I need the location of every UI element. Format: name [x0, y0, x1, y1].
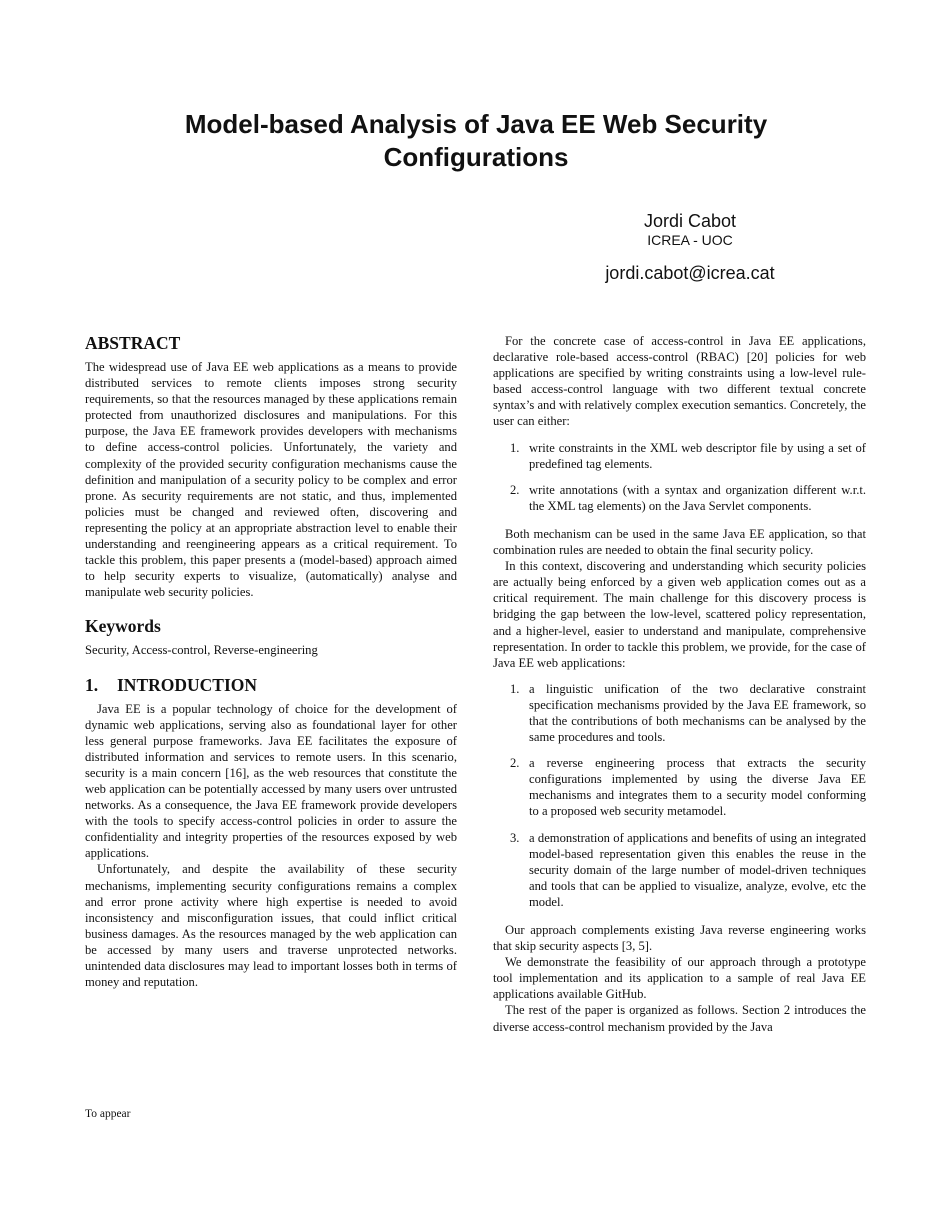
- list-item: [493, 681, 866, 745]
- syntax-list: [493, 440, 866, 514]
- list-marker: 2.: [510, 756, 520, 771]
- abstract-text: The widespread use of Java EE web applications as a means to provide distributed services to remote clients imposes strong security requirements, so that the resources managed by these applications remain protected from unauthorized disclosures and manipulations. For this purpose, the Java EE framework provides developers with mechanisms to define access-control policies. Unfortunately, the variety and complexity of the provided security configuration mechanisms cause the definition and manipulation of a security policy to be complex and error prone. As security requirements are not static, and thus, implemented policies must be changed and reviewed often, discovering and representing the policy at an appropriate abstraction level to enable their understanding and reengineering appears as a critical requirement. To tackle this problem, this paper presents a (model-based) approach aimed to help security experts to visualize, (automatically) analyse and manipulate web security policies.: [85, 360, 457, 600]
- paper-title: Model-based Analysis of Java EE Web Security Configurations: [184, 109, 768, 172]
- list-item-text: write constraints in the XML web descriptor file by using a set of predefined tag elements.: [529, 440, 866, 471]
- list-item: [493, 755, 866, 819]
- author-email: jordi.cabot@icrea.cat: [605, 263, 775, 283]
- intro-paragraph-1: Java EE is a popular technology of choice for the development of dynamic web applications, serving also as foundational layer for other less general purpose frameworks. Java EE facilitates the exposure of distributed information and services to remote users. In this scenario, security is a main concern [16], as the web resources that constitute the web application can be potentially accessed by many users over untrusted networks. As a consequence, the Java EE framework provide developers with the tools to specify access-control policies in order to assure the confidentiality and integrity properties of the resources exposed by web applications.: [85, 701, 457, 861]
- abstract-heading: ABSTRACT: [85, 333, 181, 353]
- intro-paragraph-5: In this context, discovering and understanding which security policies are actually being enforced by a given web application comes out as a critical requirement. The main challenge for this discovery process is bridging the gap between the low-level, scattered policy representation, and a higher-level, easier to understand and manipulate, comprehensive representation. In order to tackle this problem, we provide, for the case of Java EE web applications:: [493, 559, 866, 670]
- list-item: [493, 830, 866, 910]
- introduction-heading: [85, 675, 457, 695]
- keywords-heading: Keywords: [85, 616, 161, 637]
- list-item-text: a demonstration of applications and benefits of using an integrated model-based representation given this enables the reuse in the security domain of the large number of model-driven techniques and tools that can be applied to visualize, analyze, evolve, etc the model.: [529, 830, 866, 909]
- section-title: INTRODUCTION: [117, 674, 258, 695]
- author-block: [560, 210, 820, 284]
- list-marker: 2.: [510, 482, 520, 497]
- list-item: [493, 440, 866, 472]
- intro-paragraph-7: We demonstrate the feasibility of our approach through a prototype tool implementation and its application to a sample of real Java EE applications available GitHub.: [493, 955, 866, 1002]
- list-marker: 1.: [510, 440, 520, 455]
- intro-paragraph-6: Our approach complements existing Java reverse engineering works that skip security aspects [3, 5].: [493, 923, 866, 954]
- author-affiliation: ICREA - UOC: [647, 232, 733, 248]
- list-marker: 1.: [510, 681, 520, 696]
- list-item-text: a reverse engineering process that extracts the security configurations implemented by using the diverse Java EE mechanisms and integrates them to a security model conforming to a proposed web security metamodel.: [529, 756, 866, 819]
- intro-paragraph-3: For the concrete case of access-control in Java EE applications, declarative role-based access-control (RBAC) [20] policies for web applications are specified by writing constraints using a low-level rule-based access-control language with two different textual concrete syntax’s and with relatively complex execution semantics. Concretely, the user can either:: [493, 334, 866, 429]
- contributions-list: [493, 681, 866, 910]
- author-name: Jordi Cabot: [643, 211, 737, 231]
- list-item-text: a linguistic unification of the two declarative constraint specification mechanisms provided by the Java EE framework, so that the contributions of both mechanisms can be analysed by the same procedures and tools.: [529, 681, 866, 745]
- footer-note: To appear: [85, 1108, 131, 1120]
- intro-paragraph-8: The rest of the paper is organized as follows. Section 2 introduces the diverse access-control mechanism provided by the Java: [493, 1003, 866, 1034]
- keywords-text: Security, Access-control, Reverse-engineering: [85, 643, 318, 658]
- left-column: [85, 333, 457, 990]
- list-item-text: write annotations (with a syntax and organization different w.r.t. the XML tag elements) on the Java Servlet components.: [529, 482, 866, 513]
- list-item: [493, 482, 866, 514]
- list-marker: 3.: [510, 830, 520, 845]
- intro-paragraph-4: Both mechanism can be used in the same Java EE application, so that combination rules are needed to obtain the final security policy.: [493, 526, 866, 558]
- section-number: 1.: [85, 674, 99, 695]
- intro-paragraph-2: Unfortunately, and despite the availability of these security mechanisms, implementing security configurations remains a complex and error prone activity where high expertise is needed to avoid inconsistency and misconfiguration issues, that could inflict critical business damages. As the resources managed by the web application can be accessed by many users and traverse unprotected networks. unintended data disclosures may lead to important losses both in terms of money and reputation.: [85, 862, 457, 990]
- right-column: [493, 333, 866, 1035]
